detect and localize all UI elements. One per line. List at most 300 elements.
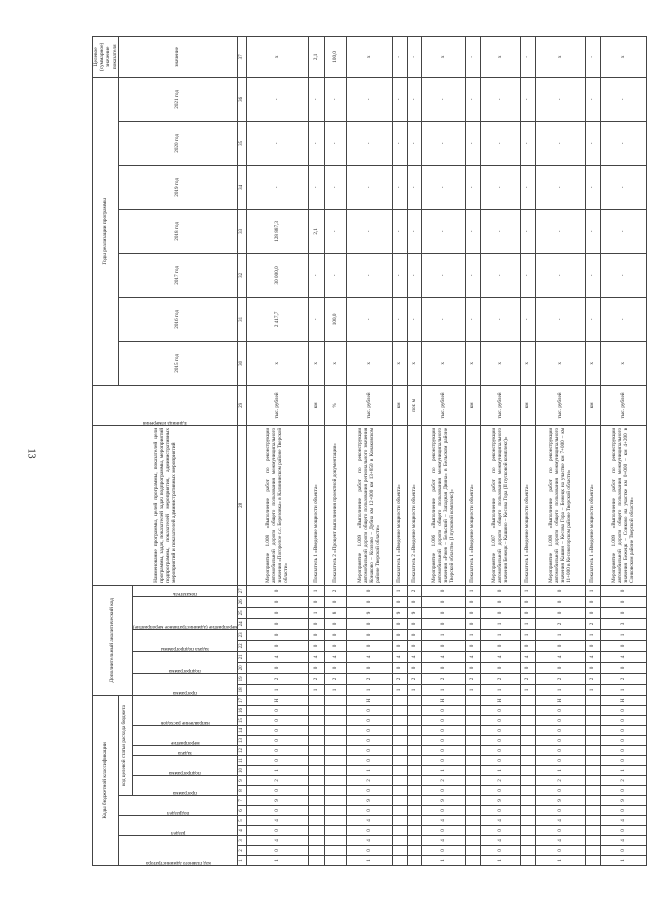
year-value-cell: х: [586, 341, 601, 385]
expense-type-header: код целевой статьи расхода бюджета: [118, 695, 132, 795]
budget-code-cell: 4: [247, 816, 309, 826]
target-value-cell: х: [601, 36, 647, 77]
year-value-cell: -: [309, 121, 325, 165]
column-index-cell: 5: [238, 816, 247, 826]
analytic-code-cell: 0: [247, 585, 309, 596]
year-value-cell: -: [466, 121, 481, 165]
budget-code-cell: 0: [481, 726, 521, 736]
row-name: Показатель 2 «Введение мощности объекта»: [408, 425, 422, 585]
table-row: [309, 36, 325, 865]
year-value-cell: -: [347, 121, 393, 165]
table-row: [601, 36, 647, 865]
budget-code-cell: 2: [481, 776, 521, 786]
budget-code-cell: [309, 746, 325, 756]
year-value-cell: -: [325, 77, 347, 121]
analytic-code-cell: 0: [466, 607, 481, 618]
analytic-code-cell: 0: [408, 629, 422, 640]
analytic-code-cell: 1: [422, 629, 466, 640]
budget-code-cell: 2: [247, 776, 309, 786]
year-value-cell: -: [521, 209, 536, 253]
year-value-cell: -: [536, 121, 586, 165]
budget-code-cell: 0: [481, 806, 521, 816]
analytic-code-cell: 1: [586, 585, 601, 596]
budget-code-cell: 0: [536, 756, 586, 766]
year-value-cell: х: [521, 341, 536, 385]
budget-code-cell: 0: [601, 736, 647, 746]
budget-code-cell: Н: [247, 695, 309, 705]
budget-code-cell: 1: [247, 766, 309, 776]
analytic-code-cell: 2: [408, 585, 422, 596]
ac-task-header: задача подпрограммы: [132, 629, 238, 651]
year-value-cell: -: [521, 165, 536, 209]
analytic-code-cell: 0: [393, 640, 408, 651]
analytic-code-cell: 0: [466, 596, 481, 607]
year-value-cell: -: [481, 209, 521, 253]
budget-code-cell: [521, 726, 536, 736]
analytic-code-cell: 0: [536, 607, 586, 618]
budget-code-cell: 4: [422, 816, 466, 826]
direction-code-header: направление расходов: [132, 695, 238, 725]
column-index-cell: 34: [238, 165, 247, 209]
budget-code-cell: [393, 856, 408, 866]
row-unit: пог. м: [408, 385, 422, 425]
analytic-code-cell: 1: [521, 629, 536, 640]
budget-code-cell: 1: [347, 766, 393, 776]
budget-code-cell: [586, 786, 601, 796]
budget-code-cell: 0: [536, 726, 586, 736]
year-2017-header: 2017 год: [118, 253, 238, 297]
budget-code-cell: 0: [536, 736, 586, 746]
budget-code-cell: [393, 816, 408, 826]
analytic-code-cell: 4: [536, 651, 586, 662]
analytic-code-cell: 1: [481, 618, 521, 629]
year-value-cell: -: [481, 165, 521, 209]
analytic-code-cell: 4: [309, 651, 325, 662]
year-value-cell: -: [408, 165, 422, 209]
budget-code-cell: [325, 695, 347, 705]
budget-code-cell: [309, 826, 325, 836]
budget-code-cell: [408, 836, 422, 846]
analytic-code-cell: 9: [347, 607, 393, 618]
budget-code-cell: [466, 726, 481, 736]
year-2021-header: 2021 год: [118, 77, 238, 121]
budget-code-cell: [309, 726, 325, 736]
budget-code-cell: [408, 856, 422, 866]
budget-code-cell: 0: [601, 716, 647, 726]
analytic-code-cell: 1: [347, 684, 393, 695]
year-value-cell: х: [309, 341, 325, 385]
year-value-cell: 2,1: [309, 209, 325, 253]
analytic-code-cell: 0: [347, 596, 393, 607]
year-value-cell: -: [466, 77, 481, 121]
analytic-code-cell: 0: [247, 596, 309, 607]
target-value-cell: х: [481, 36, 521, 77]
budget-code-cell: [466, 756, 481, 766]
budget-code-cell: [521, 846, 536, 856]
budget-code-cell: Н: [422, 695, 466, 705]
budget-code-cell: 9: [247, 796, 309, 806]
budget-code-cell: 1: [601, 856, 647, 866]
budget-code-cell: [325, 726, 347, 736]
column-index-cell: 21: [238, 651, 247, 662]
ac-activity-header: мероприятие (административное мероприятие): [132, 596, 238, 629]
row-unit: тыс. рублей: [422, 385, 466, 425]
year-value-cell: -: [466, 297, 481, 341]
budget-code-cell: [309, 766, 325, 776]
budget-code-cell: [393, 695, 408, 705]
column-index-cell: 36: [238, 77, 247, 121]
column-index-cell: 8: [238, 786, 247, 796]
year-value-cell: -: [586, 121, 601, 165]
budget-code-cell: 0: [481, 756, 521, 766]
analytic-code-cell: 0: [586, 607, 601, 618]
year-2020-header: 2020 год: [118, 121, 238, 165]
table-row: [247, 36, 309, 865]
ac-program-header: программа: [132, 673, 238, 695]
budget-code-cell: 0: [601, 706, 647, 716]
budget-code-cell: [466, 836, 481, 846]
column-index-cell: 10: [238, 766, 247, 776]
budget-code-cell: 0: [601, 826, 647, 836]
analytic-code-cell: 1: [408, 684, 422, 695]
row-unit: %: [325, 385, 347, 425]
analytic-code-cell: 1: [536, 629, 586, 640]
budget-code-cell: 0: [247, 786, 309, 796]
column-index-cell: 29: [238, 385, 247, 425]
analytic-code-cell: 9: [408, 607, 422, 618]
budget-code-cell: [586, 736, 601, 746]
budget-code-cell: [393, 826, 408, 836]
budget-code-cell: [521, 756, 536, 766]
year-value-cell: 100,0: [325, 297, 347, 341]
budget-code-cell: 0: [347, 756, 393, 766]
analytic-code-cell: 2: [586, 673, 601, 684]
column-index-cell: 17: [238, 695, 247, 705]
column-index-cell: 24: [238, 618, 247, 629]
year-value-cell: -: [393, 77, 408, 121]
analytic-code-cell: 0: [521, 662, 536, 673]
budget-code-cell: [408, 766, 422, 776]
analytic-code-cell: 1: [466, 684, 481, 695]
year-value-cell: -: [466, 253, 481, 297]
year-value-cell: -: [586, 253, 601, 297]
analytic-code-cell: 0: [481, 607, 521, 618]
budget-code-cell: [325, 816, 347, 826]
budget-code-cell: 0: [347, 746, 393, 756]
column-index-cell: 37: [238, 36, 247, 77]
program-code-header: программа: [132, 776, 238, 796]
year-value-cell: -: [586, 297, 601, 341]
year-value-cell: -: [601, 209, 647, 253]
analytic-code-cell: 1: [309, 607, 325, 618]
column-index-cell: 18: [238, 684, 247, 695]
analytic-code-cell: 1: [393, 585, 408, 596]
column-index-cell: 25: [238, 607, 247, 618]
year-value-cell: -: [408, 253, 422, 297]
budget-code-cell: [466, 796, 481, 806]
analytic-code-cell: 4: [408, 651, 422, 662]
column-index-cell: 35: [238, 121, 247, 165]
row-name: Мероприятие 1.008 «Выполнение работ по реконструкции автомобильной дороги общего пользования межмуниципального значения Кашин – Кесова Гора – Бежецк на участке км 7+000 – км 11+000 в Кесовогорском районе Тверской области»: [536, 425, 586, 585]
analytic-code-cell: 0: [347, 618, 393, 629]
analytic-code-cell: 0: [309, 629, 325, 640]
year-value-cell: х: [481, 341, 521, 385]
analytic-code-cell: 0: [422, 585, 466, 596]
column-index-cell: 22: [238, 640, 247, 651]
year-2018-header: 2018 год: [118, 209, 238, 253]
budget-code-cell: 0: [347, 806, 393, 816]
budget-code-cell: [325, 806, 347, 816]
analytic-code-cell: 0: [481, 596, 521, 607]
analytic-code-cell: 1: [309, 585, 325, 596]
budget-code-cell: 9: [422, 796, 466, 806]
year-value-cell: -: [536, 253, 586, 297]
year-value-cell: -: [521, 77, 536, 121]
budget-code-cell: [393, 776, 408, 786]
year-value-cell: -: [408, 121, 422, 165]
budget-code-cell: [393, 806, 408, 816]
year-2016-header: 2016 год: [118, 297, 238, 341]
analytic-code-cell: 2: [422, 673, 466, 684]
analytic-code-cell: 0: [536, 585, 586, 596]
year-value-cell: -: [347, 165, 393, 209]
budget-code-cell: [309, 856, 325, 866]
budget-code-cell: [466, 706, 481, 716]
table-row: [586, 36, 601, 865]
years-header: Годы реализации программы: [93, 77, 119, 385]
budget-code-cell: 1: [247, 856, 309, 866]
analytic-code-cell: 1: [536, 684, 586, 695]
table-row: [466, 36, 481, 865]
analytic-code-cell: 1: [309, 684, 325, 695]
year-value-cell: -: [422, 121, 466, 165]
column-index-cell: 2: [238, 846, 247, 856]
budget-code-cell: 0: [247, 706, 309, 716]
analytic-code-cell: 0: [309, 640, 325, 651]
analytic-code-cell: 0: [422, 596, 466, 607]
analytic-code-cell: 0: [347, 629, 393, 640]
budget-code-cell: [393, 846, 408, 856]
budget-code-cell: [521, 766, 536, 776]
budget-code-cell: [466, 776, 481, 786]
page-number: 13: [25, 448, 37, 459]
budget-code-cell: 1: [536, 856, 586, 866]
budget-code-cell: 0: [422, 726, 466, 736]
ac-indicator-header: показатель: [132, 585, 238, 596]
analytic-code-cell: 2: [393, 673, 408, 684]
column-index-cell: 4: [238, 826, 247, 836]
budget-code-cell: 0: [422, 786, 466, 796]
budget-code-cell: [393, 786, 408, 796]
budget-code-cell: Н: [536, 695, 586, 705]
analytic-code-cell: 2: [536, 618, 586, 629]
budget-code-cell: 0: [536, 706, 586, 716]
budget-code-cell: [408, 786, 422, 796]
column-index-cell: 23: [238, 629, 247, 640]
extra-code-header: Дополнительный аналитический код: [93, 585, 133, 695]
analytic-code-cell: 0: [601, 596, 647, 607]
analytic-code-cell: 0: [247, 607, 309, 618]
budget-code-cell: [408, 846, 422, 856]
budget-code-cell: 0: [536, 846, 586, 856]
analytic-code-cell: 1: [586, 684, 601, 695]
budget-code-cell: 4: [347, 836, 393, 846]
analytic-code-cell: 0: [325, 629, 347, 640]
budget-code-cell: [408, 826, 422, 836]
budget-code-cell: [309, 846, 325, 856]
budget-code-cell: 1: [347, 856, 393, 866]
budget-code-cell: 0: [347, 706, 393, 716]
budget-code-cell: 0: [422, 736, 466, 746]
budget-code-cell: 0: [536, 786, 586, 796]
budget-code-cell: [521, 796, 536, 806]
analytic-code-cell: 2: [601, 673, 647, 684]
year-value-cell: -: [347, 209, 393, 253]
budget-code-cell: [325, 826, 347, 836]
column-index-cell: 30: [238, 341, 247, 385]
budget-code-cell: 0: [347, 826, 393, 836]
column-index-cell: 32: [238, 253, 247, 297]
budget-code-cell: [309, 695, 325, 705]
budget-code-cell: [325, 786, 347, 796]
analytic-code-cell: 0: [586, 662, 601, 673]
budget-code-cell: [466, 716, 481, 726]
row-unit: км: [393, 385, 408, 425]
budget-code-cell: 0: [422, 716, 466, 726]
budget-code-cell: [408, 796, 422, 806]
budget-code-cell: 2: [347, 776, 393, 786]
budget-code-cell: [586, 716, 601, 726]
budget-code-cell: [466, 786, 481, 796]
year-value-cell: -: [481, 121, 521, 165]
column-index-cell: 15: [238, 716, 247, 726]
budget-code-cell: [586, 766, 601, 776]
column-index-cell: 13: [238, 736, 247, 746]
analytic-code-cell: 0: [325, 618, 347, 629]
analytic-code-cell: 1: [521, 684, 536, 695]
analytic-code-cell: 1: [481, 629, 521, 640]
budget-code-cell: 2: [536, 776, 586, 786]
budget-code-cell: [408, 726, 422, 736]
analytic-code-cell: 0: [466, 618, 481, 629]
year-value-cell: -: [393, 297, 408, 341]
analytic-code-cell: 2: [466, 673, 481, 684]
budget-code-cell: [309, 816, 325, 826]
year-value-cell: -: [347, 297, 393, 341]
row-name: Мероприятие 1.007 «Выполнение работ по реконструкции автомобильной дороги общего пользования межмуниципального значения Бежецк – Кашино – Кесова Гора (II пусковой комплекс)»: [481, 425, 521, 585]
budget-code-cell: 0: [536, 806, 586, 816]
year-value-cell: -: [309, 77, 325, 121]
activity-code-header: мероприятие: [132, 726, 238, 746]
budget-code-cell: [466, 746, 481, 756]
budget-code-cell: [586, 806, 601, 816]
analytic-code-cell: 1: [521, 618, 536, 629]
column-index-cell: 11: [238, 756, 247, 766]
analytic-code-cell: 4: [466, 651, 481, 662]
year-2019-header: 2019 год: [118, 165, 238, 209]
analytic-code-cell: 0: [422, 618, 466, 629]
table-row: [521, 36, 536, 865]
budget-code-cell: [325, 776, 347, 786]
analytic-code-cell: 0: [481, 640, 521, 651]
column-index-cell: 20: [238, 662, 247, 673]
budget-code-cell: 4: [536, 836, 586, 846]
budget-code-cell: 4: [481, 816, 521, 826]
budget-code-cell: [393, 766, 408, 776]
name-header: Наименование программы, целей программы, показателей цели программы, задач, показателей задач подпрограммы, мероприятий подпрограммы, показателей мероприятия, административных мероприятий и показателей административных мероприятий: [93, 425, 238, 585]
year-value-cell: -: [586, 209, 601, 253]
analytic-code-cell: 2: [309, 673, 325, 684]
analytic-code-cell: 9: [393, 607, 408, 618]
analytic-code-cell: 0: [536, 596, 586, 607]
analytic-code-cell: 0: [422, 662, 466, 673]
target-value-cell: х: [422, 36, 466, 77]
budget-code-cell: [325, 796, 347, 806]
budget-code-cell: [408, 706, 422, 716]
budget-code-cell: [309, 806, 325, 816]
column-index-cell: 27: [238, 585, 247, 596]
budget-code-cell: [309, 716, 325, 726]
table-row: [325, 36, 347, 865]
budget-code-cell: [521, 816, 536, 826]
year-value-cell: -: [601, 253, 647, 297]
subprogram-code-header: подпрограмма: [132, 756, 238, 776]
year-value-cell: х: [422, 341, 466, 385]
target-value-cell: -: [521, 36, 536, 77]
budget-code-cell: 0: [481, 786, 521, 796]
budget-code-cell: 9: [481, 796, 521, 806]
analytic-code-cell: 0: [408, 596, 422, 607]
budget-code-cell: 0: [347, 846, 393, 856]
year-value-cell: 128 887,3: [247, 209, 309, 253]
admin-code-header: код главного администратора: [118, 836, 238, 866]
year-value-cell: -: [325, 121, 347, 165]
budget-code-cell: 0: [422, 746, 466, 756]
analytic-code-cell: 0: [247, 640, 309, 651]
budget-code-cell: 0: [481, 846, 521, 856]
analytic-code-cell: 0: [309, 618, 325, 629]
year-value-cell: -: [408, 77, 422, 121]
budget-code-cell: 0: [601, 756, 647, 766]
program-indicators-table: [92, 36, 647, 866]
budget-code-cell: 0: [422, 806, 466, 816]
budget-code-cell: [521, 776, 536, 786]
year-value-cell: -: [466, 165, 481, 209]
analytic-code-cell: 0: [247, 629, 309, 640]
budget-code-cell: [309, 796, 325, 806]
year-value-cell: -: [247, 77, 309, 121]
budget-code-cell: [325, 766, 347, 776]
budget-code-cell: [586, 695, 601, 705]
budget-code-cell: [521, 836, 536, 846]
analytic-code-cell: 0: [247, 662, 309, 673]
budget-code-cell: 0: [422, 846, 466, 856]
analytic-code-cell: 0: [481, 662, 521, 673]
budget-code-cell: 0: [347, 716, 393, 726]
row-unit: тыс. рублей: [347, 385, 393, 425]
analytic-code-cell: 1: [247, 684, 309, 695]
target-value-cell: 2,1: [309, 36, 325, 77]
budget-code-cell: [393, 756, 408, 766]
budget-code-cell: [393, 726, 408, 736]
rotated-table-area: [92, 42, 635, 866]
budget-code-cell: [325, 856, 347, 866]
year-value-cell: 30 000,0: [247, 253, 309, 297]
section-header: раздел: [118, 816, 238, 836]
budget-code-cell: [586, 706, 601, 716]
row-unit: км: [309, 385, 325, 425]
rotated-page-content: [92, 42, 635, 866]
